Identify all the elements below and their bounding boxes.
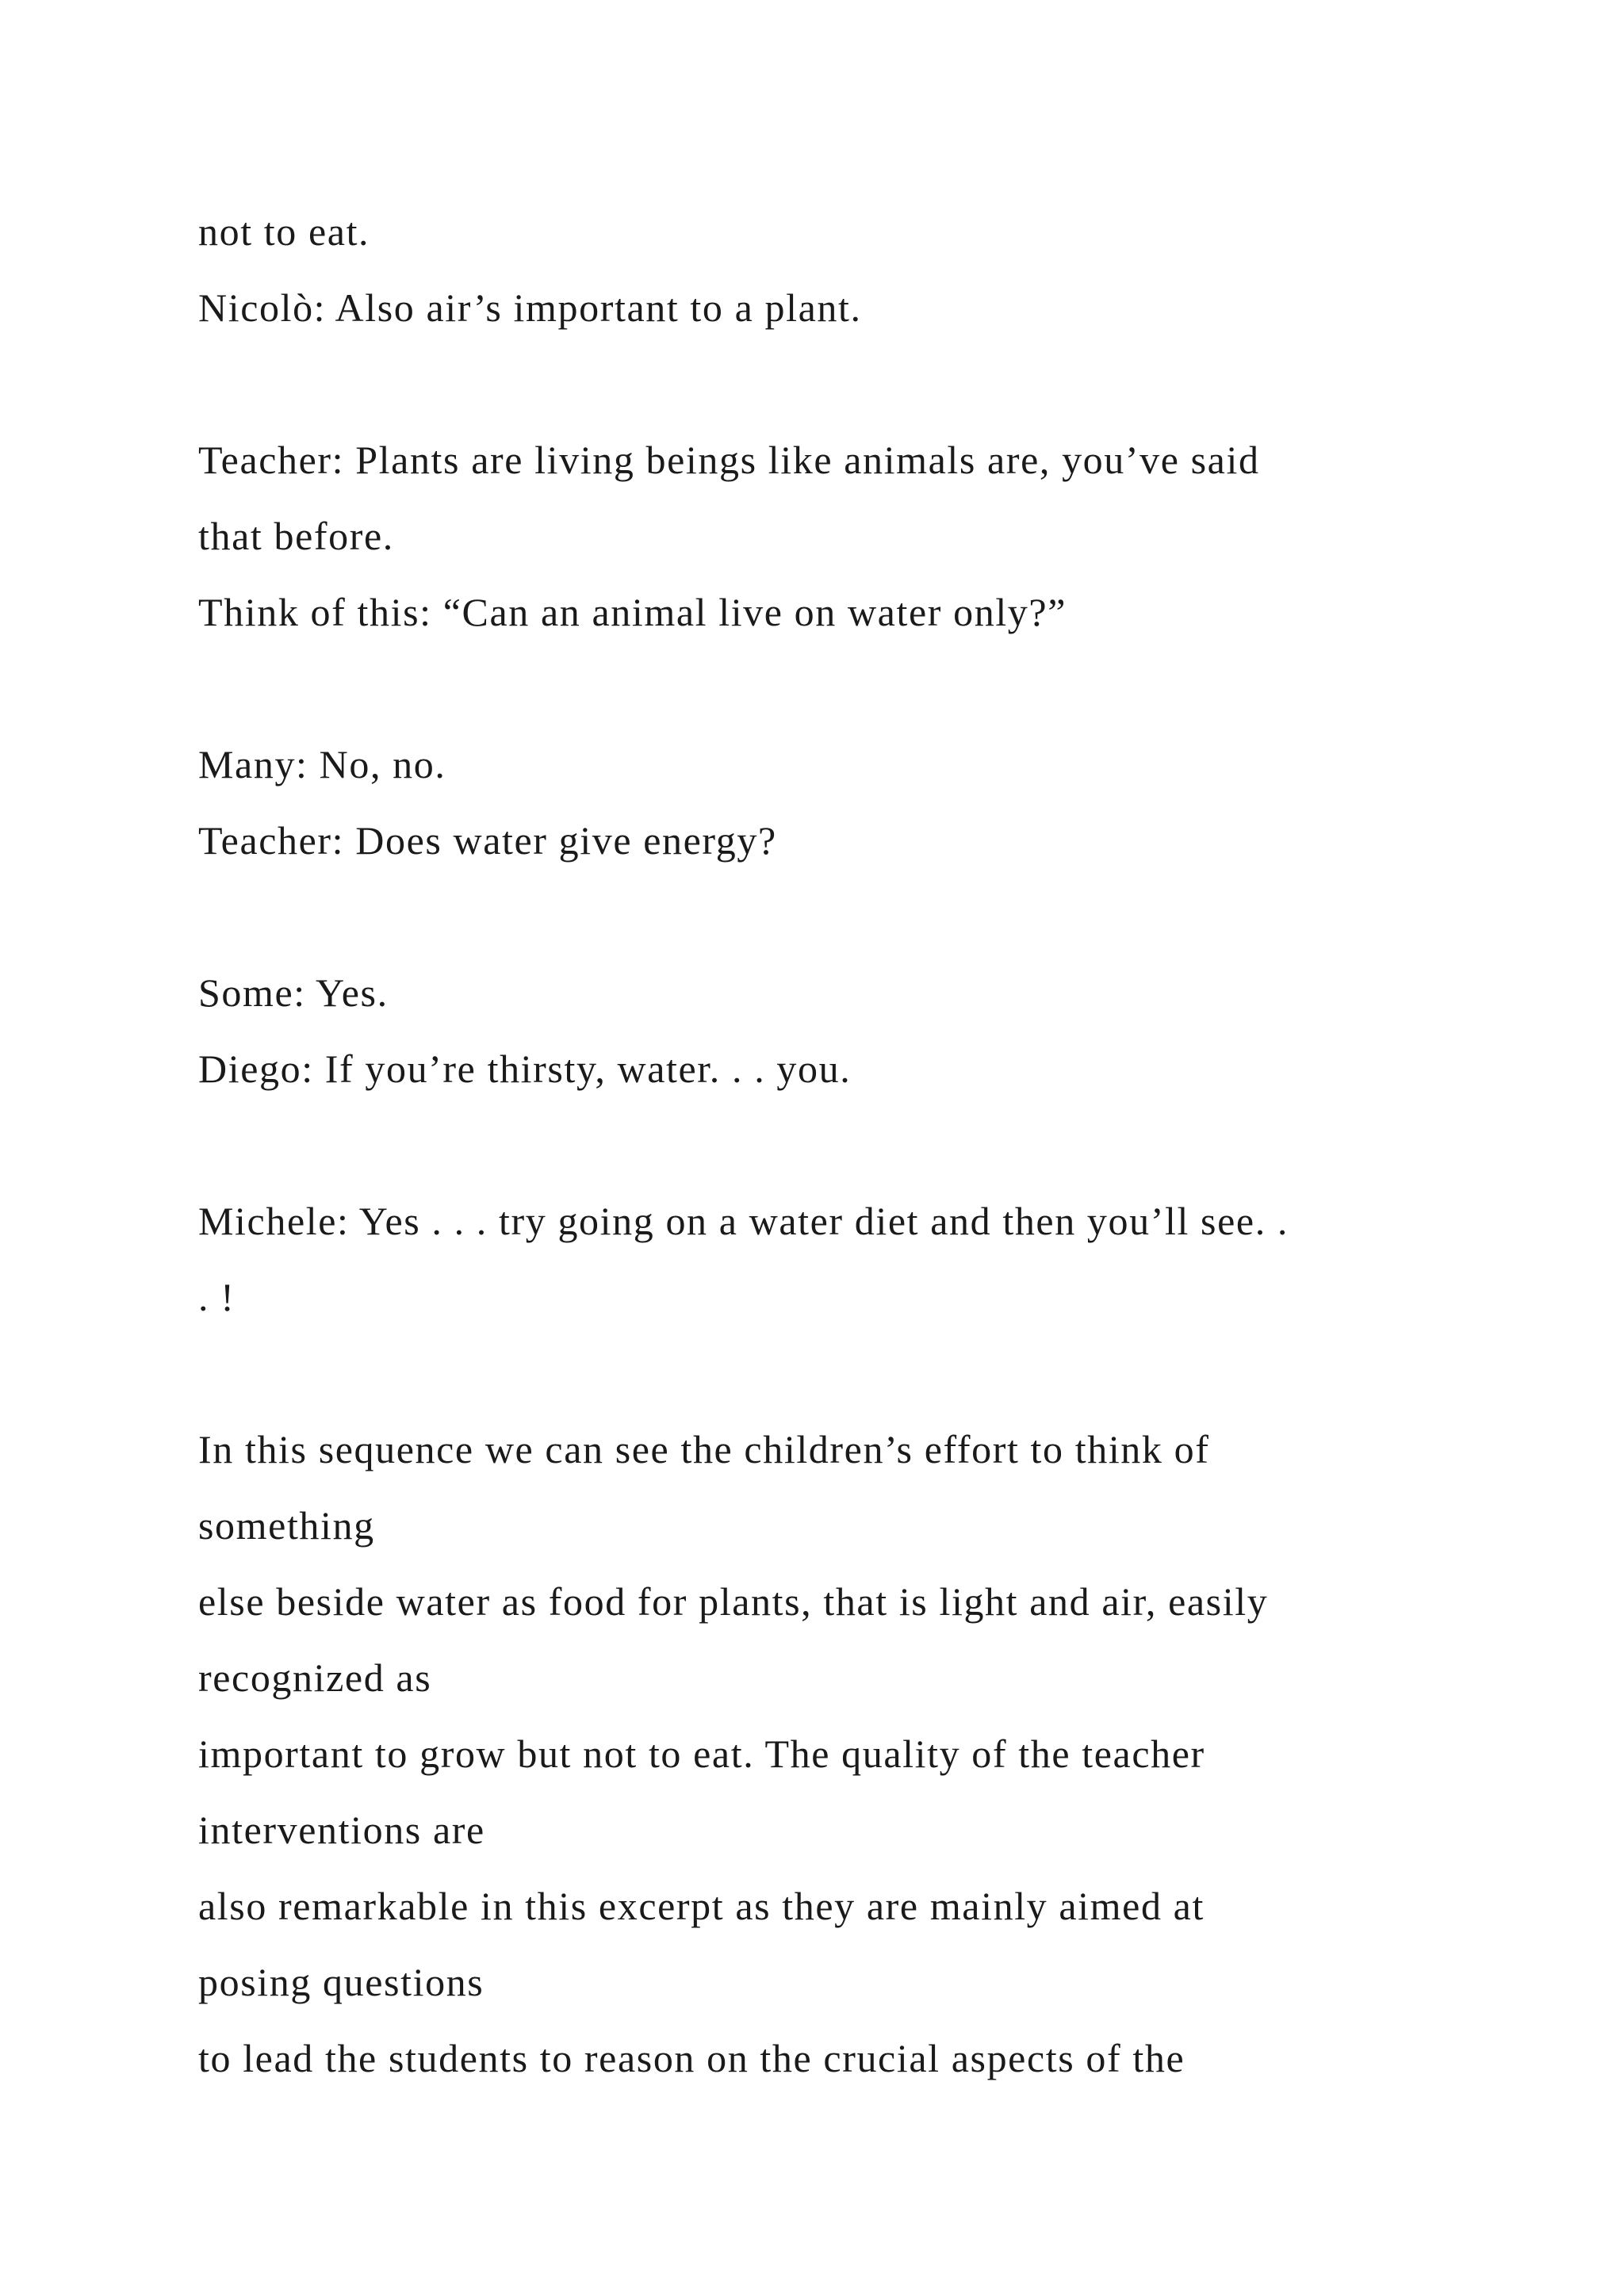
document-text [198,193,1499,2096]
blank-line [198,650,1499,726]
text-line: important to grow but not to eat. The quality of the teacher [198,1732,1205,1776]
text-line: Nicolò: Also air’s important to a plant. [198,285,862,330]
text-line: to lead the students to reason on the crucial aspects of the [198,2036,1185,2080]
text-line: Diego: If you’re thirsty, water. . . you. [198,1047,852,1091]
text-line: else beside water as food for plants, that is light and air, easily [198,1579,1269,1624]
text-line: something [198,1503,375,1548]
text-line: interventions are [198,1808,485,1852]
text-line: not to eat. [198,209,370,254]
text-line: Teacher: Does water give energy? [198,818,777,863]
blank-line [198,346,1499,422]
blank-line [198,1107,1499,1183]
text-line: recognized as [198,1655,432,1700]
text-line: Many: No, no. [198,742,446,786]
text-line: In this sequence we can see the children’s effort to think of [198,1427,1210,1471]
blank-line [198,1335,1499,1411]
text-line: also remarkable in this excerpt as they are mainly aimed at [198,1884,1205,1928]
text-line: Some: Yes. [198,970,389,1015]
text-line: Teacher: Plants are living beings like animals are, you’ve said [198,438,1260,482]
text-line: that before. [198,514,394,558]
text-line: Think of this: “Can an animal live on water only?” [198,590,1067,634]
text-line: . ! [198,1275,236,1319]
text-line: posing questions [198,1960,485,2004]
text-line: Michele: Yes . . . try going on a water diet and then you’ll see. . [198,1199,1289,1243]
blank-line [198,878,1499,955]
